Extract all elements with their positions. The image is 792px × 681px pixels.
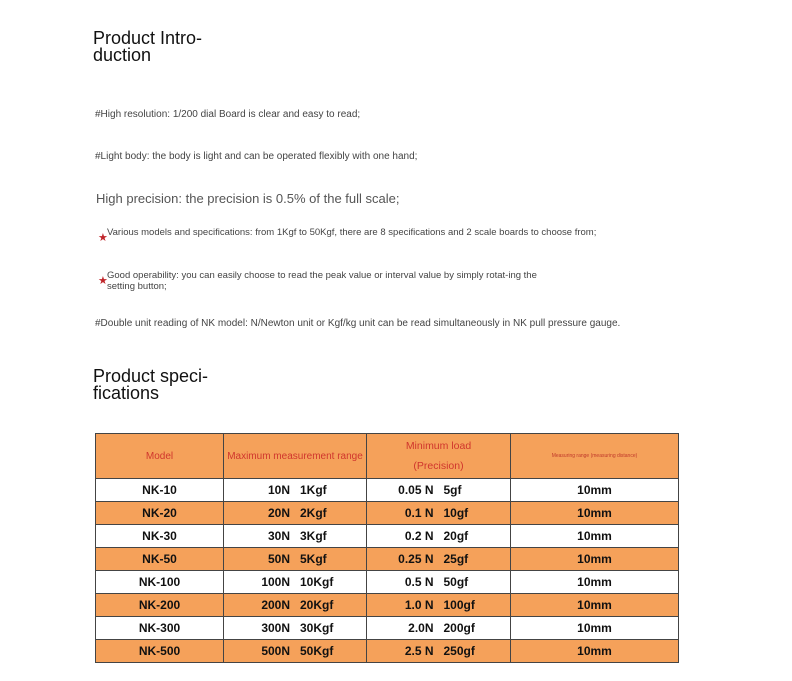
cell-load-n: 0.25 N [398, 552, 434, 566]
intro-title [93, 30, 202, 64]
cell-distance: 10mm [511, 594, 679, 617]
intro-title-line2: duction [93, 45, 152, 65]
cell-load-n: 0.2 N [404, 529, 434, 543]
cell-model: NK-30 [96, 525, 224, 548]
cell-load-n: 2.0N [408, 621, 434, 635]
cell-distance: 10mm [511, 640, 679, 663]
cell-max-range [224, 594, 367, 617]
intro-line-light-body: #Light body: the body is light and can be operated flexibly with one hand; [95, 151, 418, 162]
table-row [96, 479, 679, 502]
table-row [96, 617, 679, 640]
intro-line-precision: High precision: the precision is 0.5% of the full scale; [96, 191, 400, 206]
cell-range-n: 10N [267, 483, 290, 497]
cell-range-kgf: 5Kgf [300, 552, 327, 566]
cell-max-range [224, 617, 367, 640]
table-row [96, 594, 679, 617]
cell-load-n: 0.5 N [404, 575, 434, 589]
cell-distance: 10mm [511, 617, 679, 640]
header-min-load [367, 434, 511, 479]
cell-min-load [367, 502, 511, 525]
cell-max-range [224, 525, 367, 548]
header-max-range: Maximum measurement range [224, 434, 367, 479]
cell-load-gf: 100gf [443, 598, 475, 612]
header-min-load-line1: Minimum load [405, 440, 472, 452]
cell-max-range [224, 548, 367, 571]
cell-max-range [224, 479, 367, 502]
cell-load-gf: 20gf [443, 529, 469, 543]
intro-line-operability [98, 270, 558, 292]
cell-min-load [367, 617, 511, 640]
spec-title-line2: fications [93, 383, 160, 403]
cell-load-gf: 50gf [443, 575, 469, 589]
header-measuring-range: Measuring range (measuring distance) [511, 434, 679, 479]
cell-model: NK-100 [96, 571, 224, 594]
spec-table-header [96, 434, 679, 479]
intro-title-line1: Product Intro- [93, 28, 203, 48]
cell-distance: 10mm [511, 525, 679, 548]
cell-distance: 10mm [511, 571, 679, 594]
cell-model: NK-300 [96, 617, 224, 640]
table-row [96, 640, 679, 663]
cell-range-kgf: 20Kgf [300, 598, 334, 612]
intro-line-models [98, 227, 628, 244]
cell-model: NK-10 [96, 479, 224, 502]
cell-distance: 10mm [511, 479, 679, 502]
cell-load-n: 0.1 N [404, 506, 434, 520]
intro-line-resolution: #High resolution: 1/200 dial Board is clear and easy to read; [95, 109, 361, 120]
red-star-icon: ★ [98, 275, 108, 287]
cell-range-kgf: 30Kgf [300, 621, 334, 635]
cell-distance: 10mm [511, 502, 679, 525]
cell-model: NK-500 [96, 640, 224, 663]
cell-max-range [224, 640, 367, 663]
cell-range-n: 50N [267, 552, 290, 566]
cell-distance: 10mm [511, 548, 679, 571]
cell-model: NK-50 [96, 548, 224, 571]
cell-load-gf: 25gf [443, 552, 469, 566]
cell-min-load [367, 479, 511, 502]
cell-min-load [367, 525, 511, 548]
cell-load-n: 1.0 N [404, 598, 434, 612]
intro-line-double-unit: #Double unit reading of NK model: N/Newton unit or Kgf/kg unit can be read simultaneously in NK pull pressure gauge. [95, 318, 621, 329]
cell-range-n: 500N [261, 644, 290, 658]
spec-title [93, 368, 208, 402]
cell-load-gf: 200gf [443, 621, 475, 635]
cell-range-kgf: 10Kgf [300, 575, 334, 589]
cell-min-load [367, 571, 511, 594]
cell-load-n: 0.05 N [398, 483, 434, 497]
table-row [96, 525, 679, 548]
cell-max-range [224, 571, 367, 594]
intro-line-models-text: Various models and specifications: from 1Kgf to 50Kgf, there are 8 specifications and 2 scale boards to choose from; [107, 227, 597, 238]
intro-line-operability-text: Good operability: you can easily choose to read the peak value or interval value by simply rotat-ing the setting button; [107, 270, 537, 292]
red-star-icon: ★ [98, 232, 108, 244]
header-min-load-line2: (Precision) [413, 460, 464, 472]
cell-min-load [367, 548, 511, 571]
cell-range-kgf: 1Kgf [300, 483, 327, 497]
cell-load-n: 2.5 N [404, 644, 434, 658]
cell-load-gf: 5gf [443, 483, 462, 497]
table-row [96, 571, 679, 594]
cell-range-kgf: 3Kgf [300, 529, 327, 543]
cell-load-gf: 10gf [443, 506, 469, 520]
cell-load-gf: 250gf [443, 644, 475, 658]
cell-min-load [367, 640, 511, 663]
cell-max-range [224, 502, 367, 525]
cell-model: NK-200 [96, 594, 224, 617]
spec-title-line1: Product speci- [93, 366, 209, 386]
cell-range-n: 100N [261, 575, 290, 589]
cell-range-n: 300N [261, 621, 290, 635]
spec-table [95, 433, 679, 663]
header-model: Model [96, 434, 224, 479]
cell-range-kgf: 50Kgf [300, 644, 334, 658]
cell-model: NK-20 [96, 502, 224, 525]
table-row [96, 502, 679, 525]
table-row [96, 548, 679, 571]
cell-min-load [367, 594, 511, 617]
cell-range-n: 30N [267, 529, 290, 543]
cell-range-n: 200N [261, 598, 290, 612]
cell-range-kgf: 2Kgf [300, 506, 327, 520]
cell-range-n: 20N [267, 506, 290, 520]
